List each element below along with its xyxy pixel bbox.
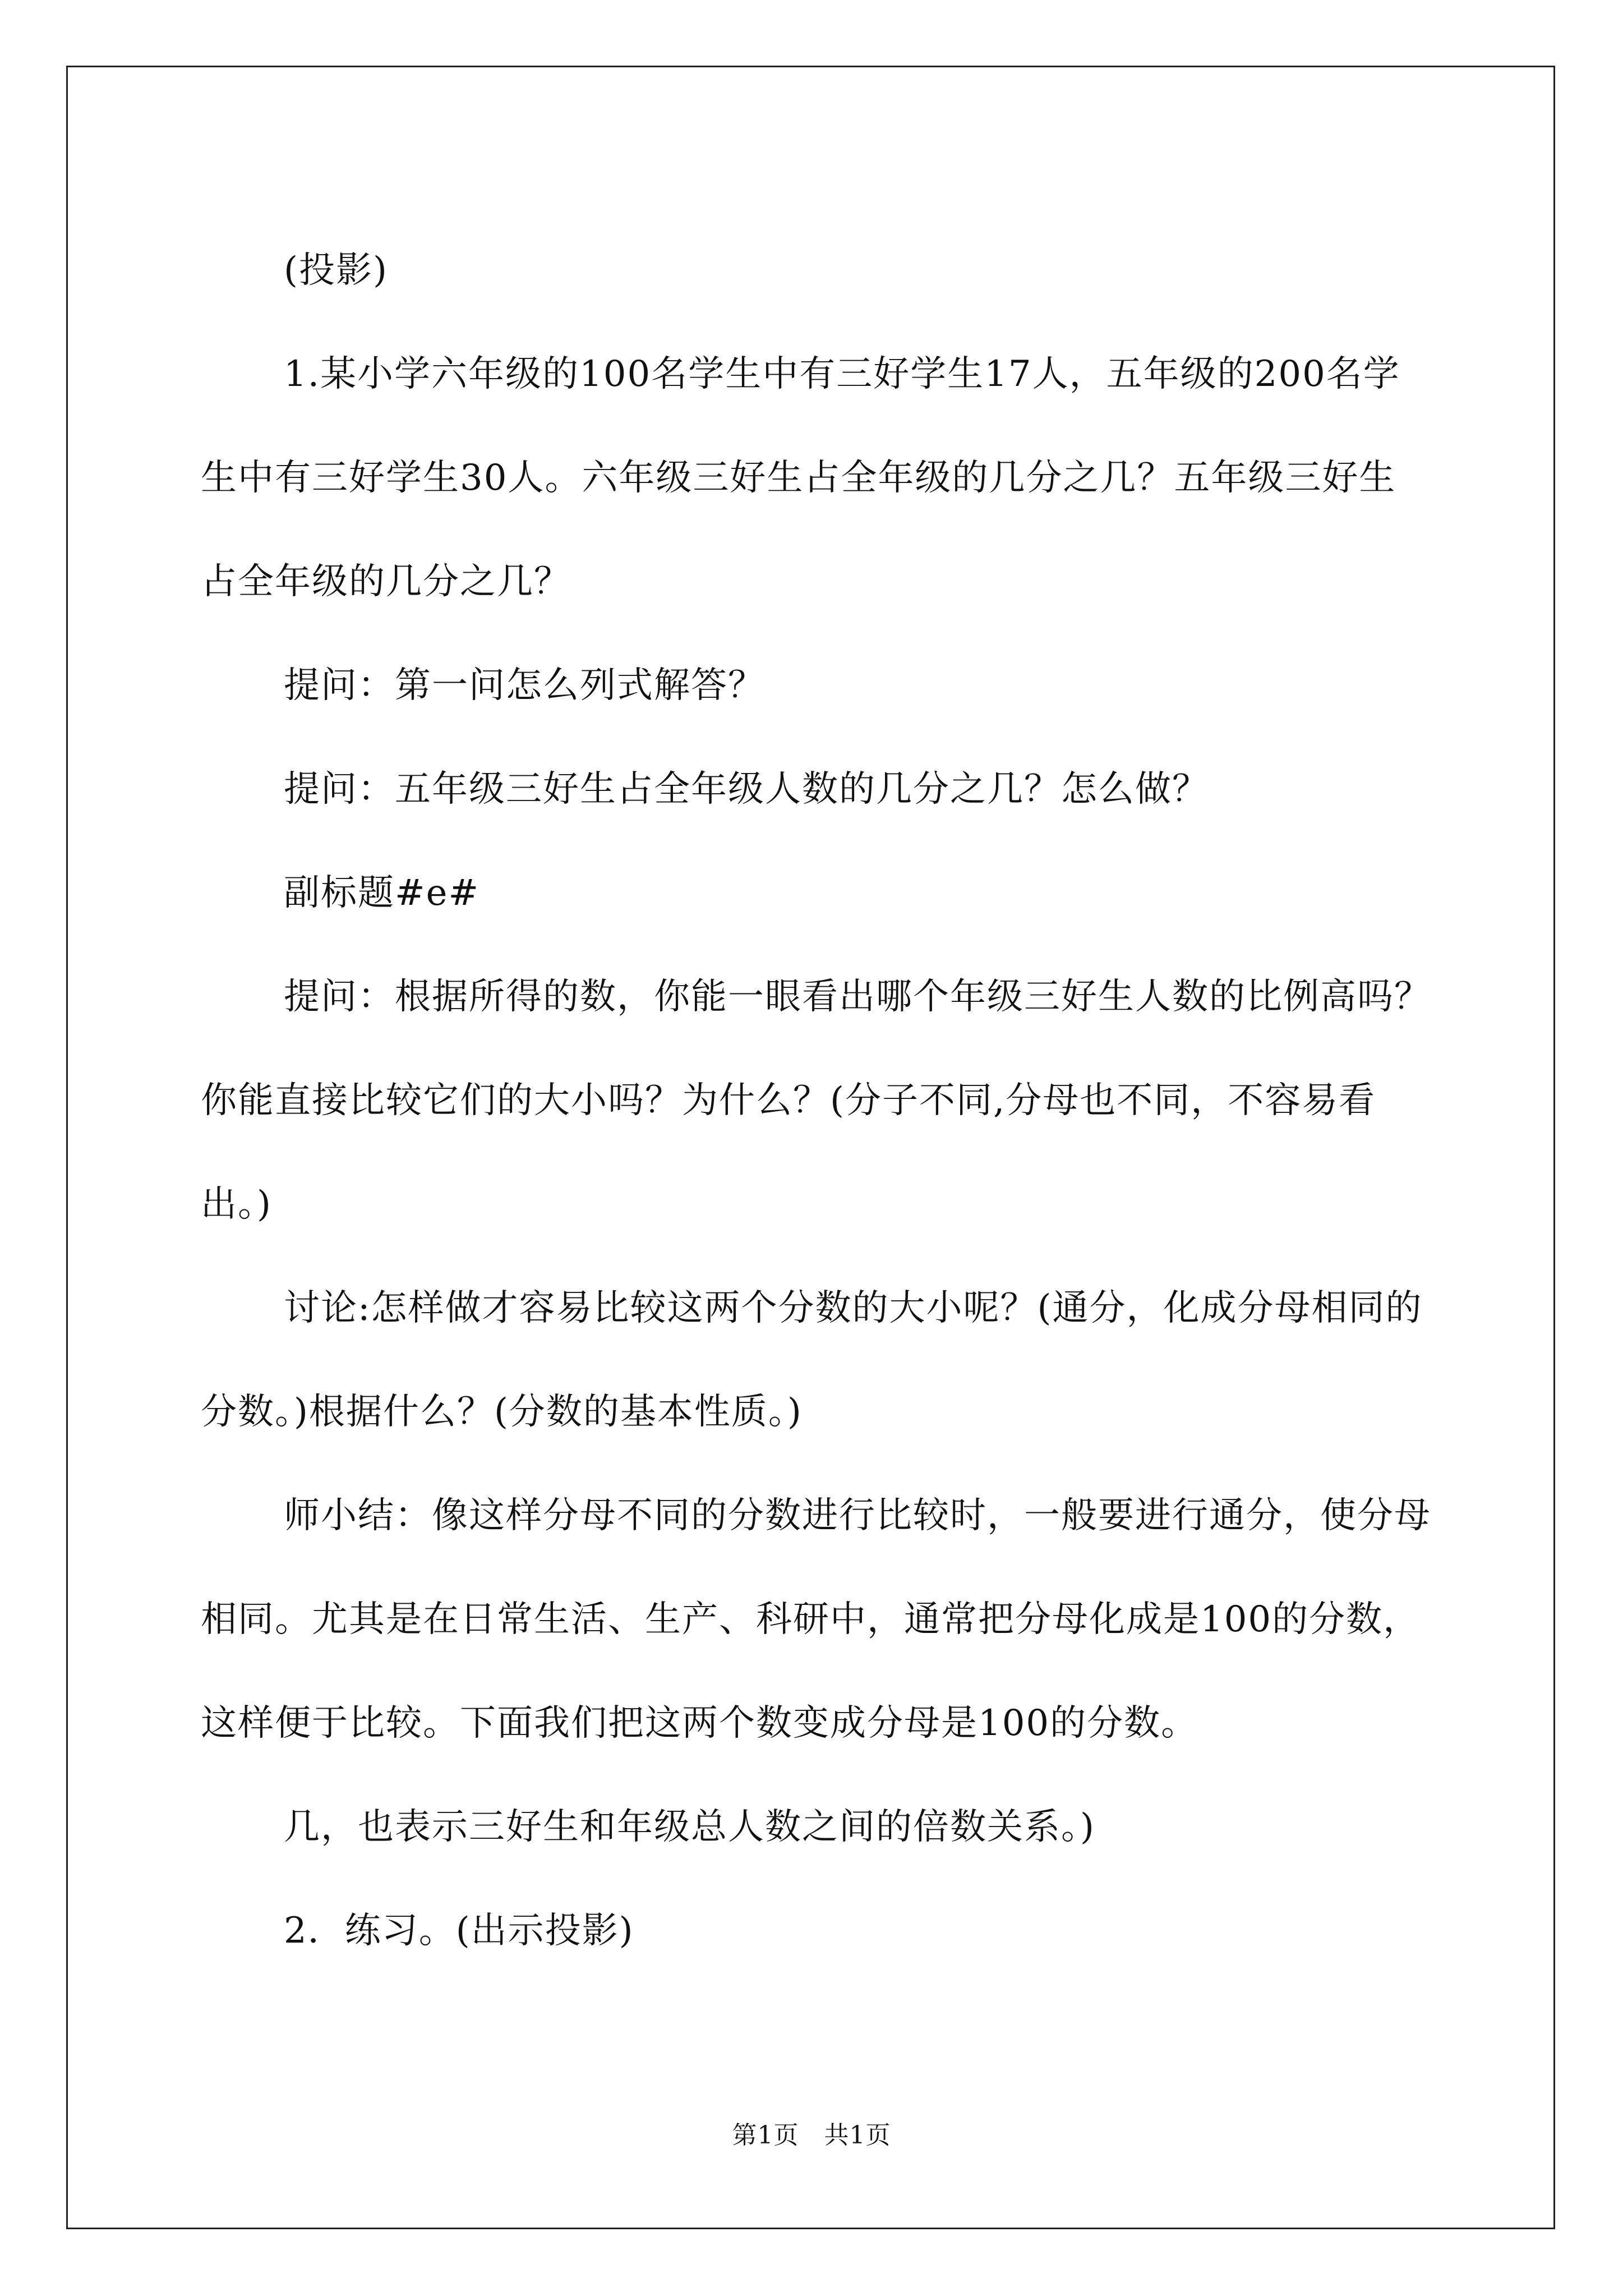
paragraph-exercise: 2．练习。(出示投影) [284,1910,634,1952]
paragraph-discussion: 讨论:怎样做才容易比较这两个分数的大小呢？(通分，化成分母相同的分数。)根据什么？(分数的基本性质。) [201,1287,1423,1433]
paragraph-summary: 师小结：像这样分母不同的分数进行比较时，一般要进行通分，使分母相同。尤其是在日常生活、生产、科研中，通常把分母化成是100的分数，这样便于比较。下面我们把这两个数变成分母是100的分数。 [201,1495,1431,1744]
paragraph-ask-fifth-grade: 提问：五年级三好生占全年级人数的几分之几？怎么做？ [284,769,1209,810]
paragraph-question-1: 1.某小学六年级的100名学生中有三好学生17人，五年级的200名学生中有三好学生30人。六年级三好生占全年级的几分之几？五年级三好生占全年级的几分之几？ [201,353,1400,602]
paragraph-projection: (投影) [284,250,388,291]
document-body [201,219,1432,1983]
page-number: 第1页 [732,2121,799,2150]
page-total: 共1页 [824,2121,891,2150]
paragraph-subtitle: 副标题#e# [284,872,480,914]
paragraph-multiple-relation: 几，也表示三好生和年级总人数之间的倍数关系。) [284,1806,1095,1848]
page-footer [0,2115,1623,2151]
paragraph-ask-compare: 提问：根据所得的数，你能一眼看出哪个年级三好生人数的比例高吗？你能直接比较它们的大小吗？为什么？(分子不同,分母也不同，不容易看出。) [201,976,1431,1225]
paragraph-ask-first: 提问：第一问怎么列式解答？ [284,665,765,706]
